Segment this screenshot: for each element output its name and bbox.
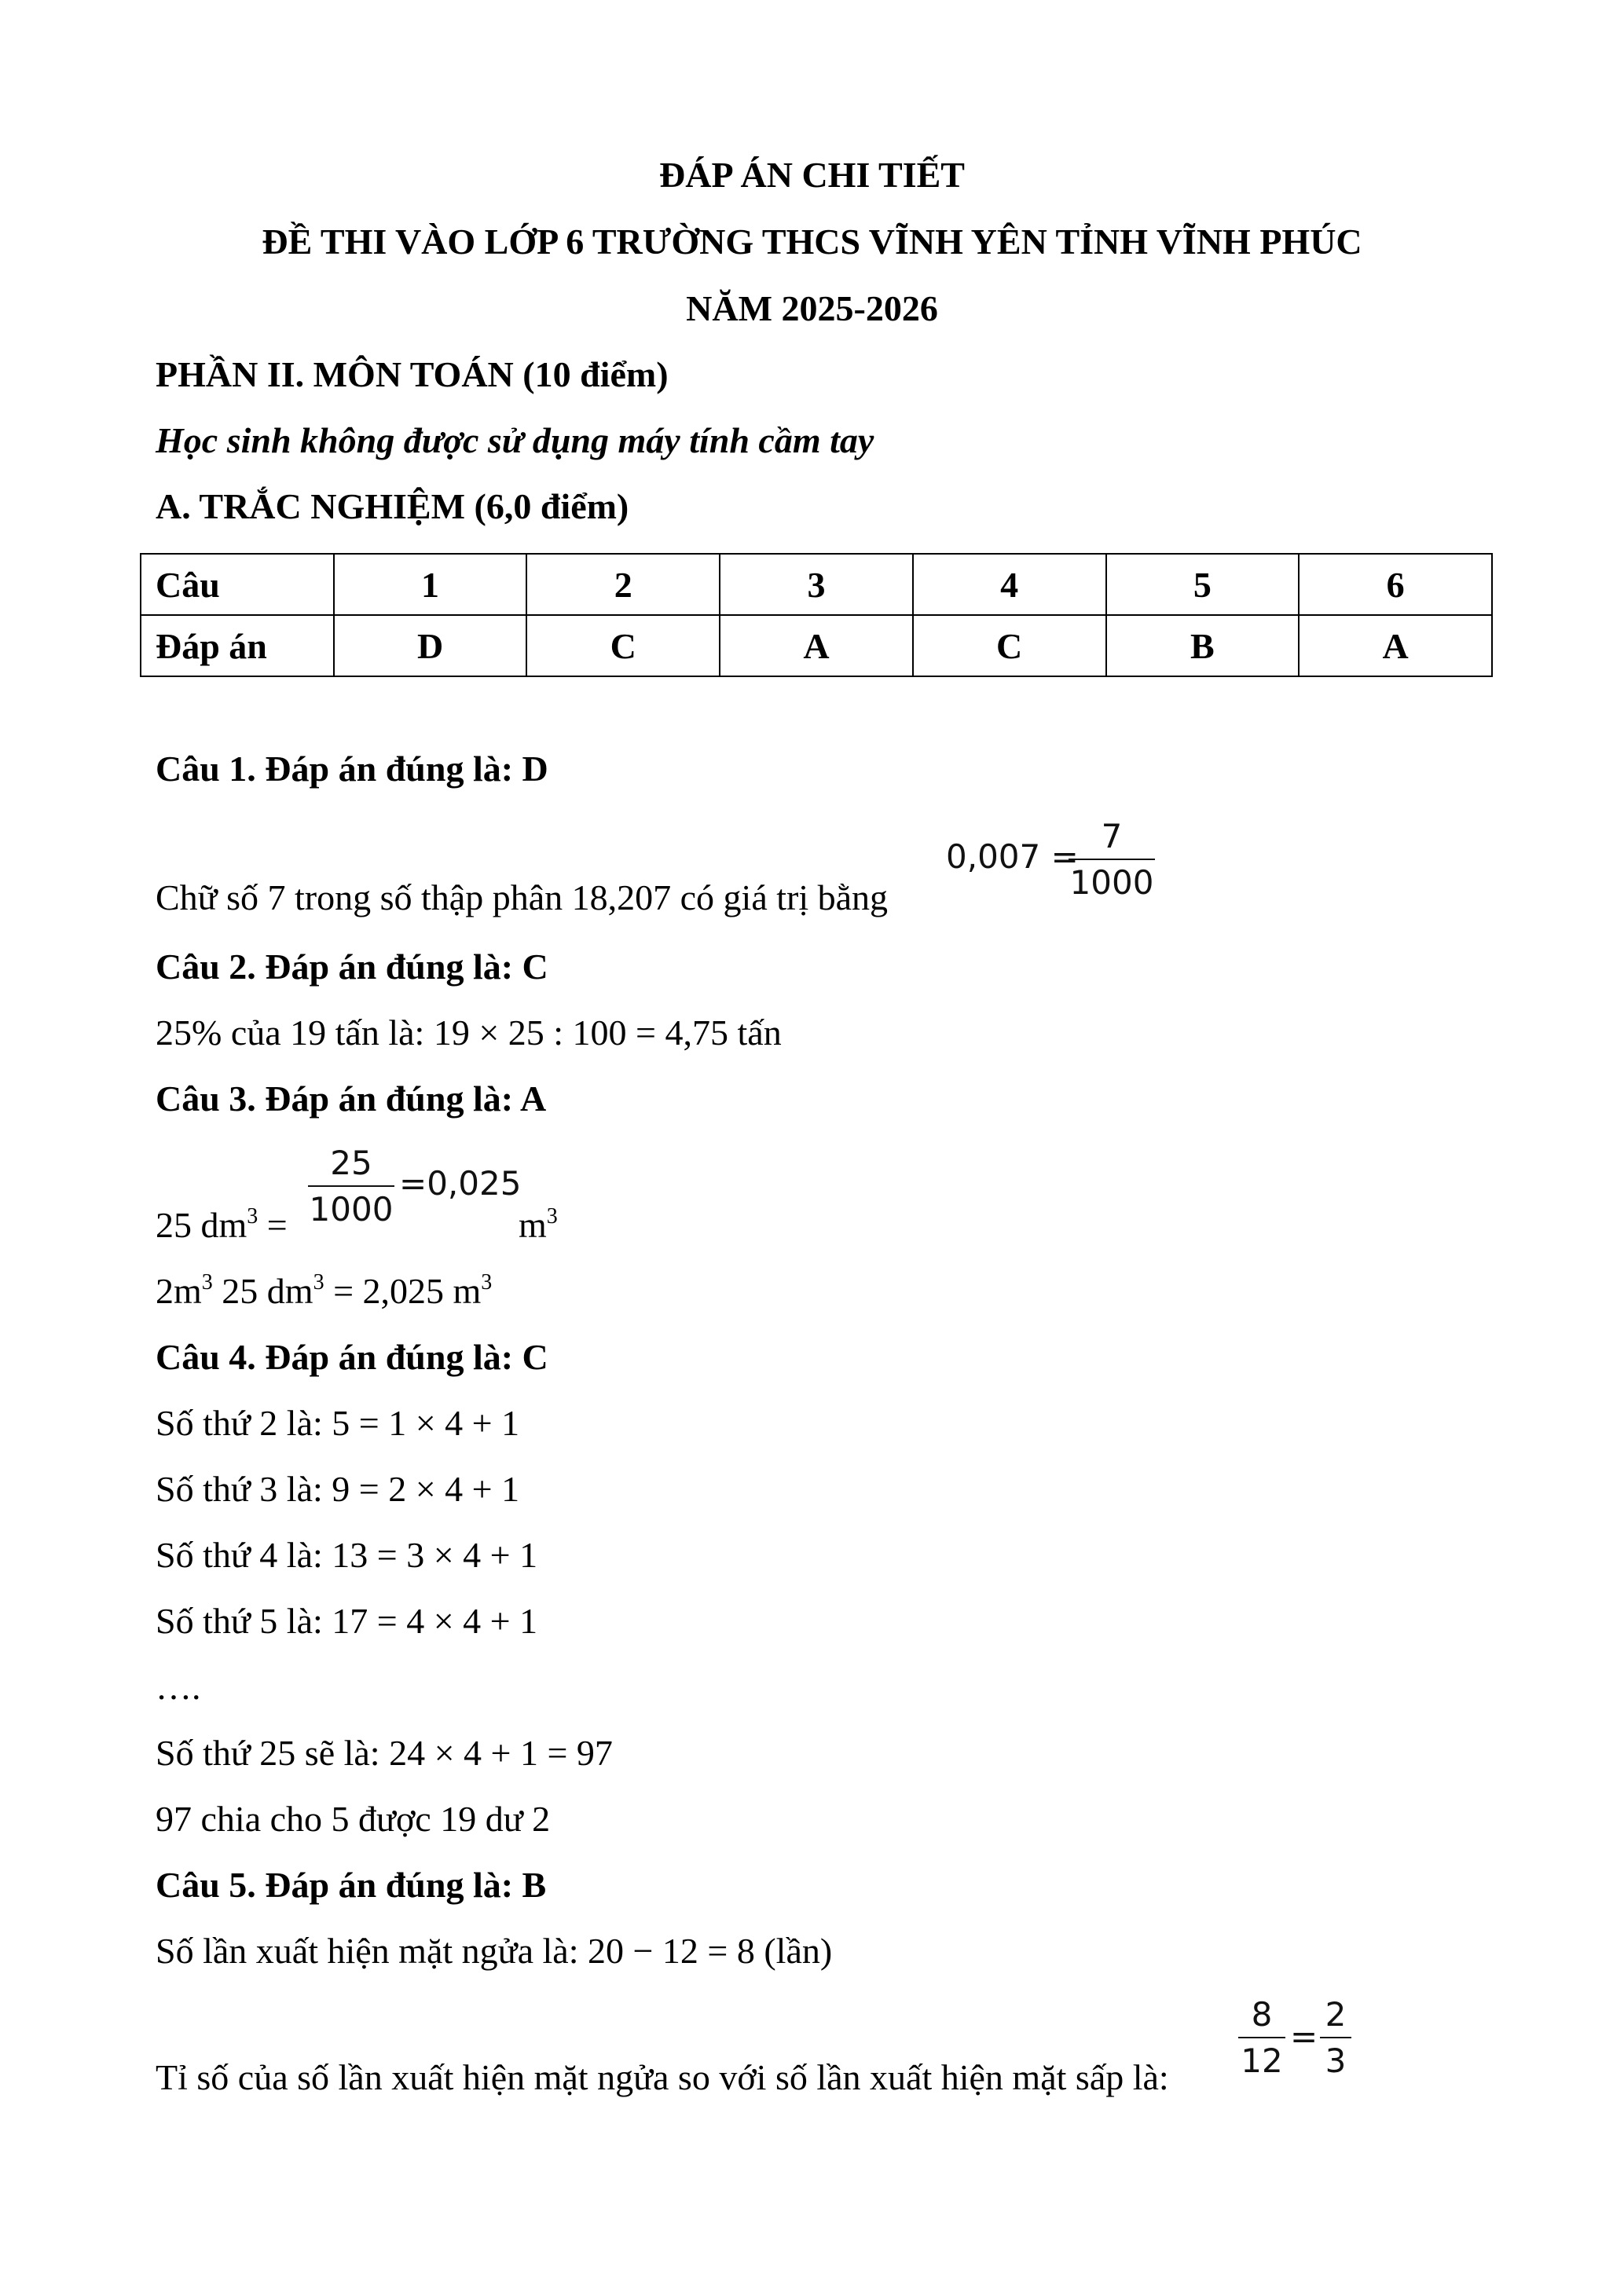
title-line-2: ĐỀ THI VÀO LỚP 6 TRƯỜNG THCS VĨNH YÊN TỈNH VĨNH PHÚC	[262, 222, 1362, 262]
table-cell-question: 3	[720, 554, 913, 615]
q1-heading: Câu 1. Đáp án đúng là: D	[156, 749, 548, 789]
q2-heading: Câu 2. Đáp án đúng là: C	[156, 947, 548, 987]
part-a-heading: A. TRẮC NGHIỆM (6,0 điểm)	[156, 486, 629, 526]
q2-text: 25% của 19 tấn là: 19 × 25 : 100 = 4,75 tấn	[156, 1013, 782, 1053]
q4-line: Số thứ 3 là: 9 = 2 × 4 + 1	[156, 1469, 520, 1509]
table-cell-answer: A	[1299, 615, 1492, 676]
q4-line: Số thứ 25 sẽ là: 24 × 4 + 1 = 97	[156, 1733, 613, 1773]
q3-fraction-denominator: 1000	[309, 1190, 394, 1229]
title-line-3: NĂM 2025-2026	[686, 288, 938, 328]
q4-line: Số thứ 4 là: 13 = 3 × 4 + 1	[156, 1535, 538, 1575]
table-row-answers	[141, 615, 1492, 676]
table-cell-answer: C	[913, 615, 1106, 676]
q5-equals: =	[1290, 2017, 1318, 2056]
q5-fraction-2	[1320, 1995, 1351, 2080]
q5-fraction-1	[1238, 1995, 1285, 2080]
q4-line: 97 chia cho 5 được 19 dư 2	[156, 1799, 551, 1839]
superscript: 3	[481, 1270, 493, 1294]
q1-math-left: 0,007 =	[946, 837, 1079, 876]
table-row-questions	[141, 554, 1492, 615]
section-note: Học sinh không được sử dụng máy tính cầm tay	[156, 420, 874, 460]
q5-fraction-1-denominator: 12	[1241, 2041, 1283, 2080]
q3-math-right: =0,025	[399, 1164, 522, 1203]
table-cell-answer: C	[526, 615, 720, 676]
table-cell-question: 2	[526, 554, 720, 615]
q3-unit-text: m	[519, 1205, 547, 1245]
table-cell-answer: B	[1106, 615, 1300, 676]
q3-line1-eq: =	[258, 1205, 288, 1245]
q1-fraction-denominator: 1000	[1069, 863, 1154, 902]
q3-line2-c: = 2,025 m	[324, 1271, 482, 1311]
q5-fraction-1-numerator: 8	[1251, 1995, 1273, 2034]
table-cell-question: 6	[1299, 554, 1492, 615]
table-header-dap-an: Đáp án	[141, 615, 334, 676]
q3-unit	[519, 1204, 558, 1246]
q4-line: ….	[156, 1667, 201, 1707]
table-header-cau: Câu	[141, 554, 334, 615]
q3-line2-a: 2m	[156, 1271, 202, 1311]
q5-fraction-2-denominator: 3	[1325, 2041, 1347, 2080]
table-cell-question: 5	[1106, 554, 1300, 615]
section-heading: PHẦN II. MÔN TOÁN (10 điểm)	[156, 354, 669, 394]
q3-fraction	[308, 1144, 394, 1229]
q1-text: Chữ số 7 trong số thập phân 18,207 có giá trị bằng	[156, 877, 889, 917]
table-cell-question: 4	[913, 554, 1106, 615]
q3-line1	[156, 1204, 288, 1246]
superscript: 3	[247, 1204, 258, 1229]
q3-line1-prefix: 25 dm	[156, 1205, 247, 1245]
table-cell-answer: D	[334, 615, 527, 676]
q3-heading: Câu 3. Đáp án đúng là: A	[156, 1078, 547, 1119]
q1-fraction-numerator: 7	[1101, 817, 1123, 855]
q4-line: Số thứ 2 là: 5 = 1 × 4 + 1	[156, 1403, 520, 1443]
superscript: 3	[201, 1270, 213, 1294]
superscript: 3	[546, 1204, 558, 1229]
q3-line2-b: 25 dm	[212, 1271, 313, 1311]
superscript: 3	[313, 1270, 324, 1294]
q5-fraction-2-numerator: 2	[1325, 1995, 1347, 2034]
q4-heading: Câu 4. Đáp án đúng là: C	[156, 1337, 548, 1377]
title-line-1: ĐÁP ÁN CHI TIẾT	[659, 155, 965, 195]
q5-heading: Câu 5. Đáp án đúng là: B	[156, 1865, 547, 1905]
q1-fraction	[1069, 817, 1155, 902]
q4-line: Số thứ 5 là: 17 = 4 × 4 + 1	[156, 1601, 538, 1641]
answer-table	[140, 553, 1493, 677]
table-cell-answer: A	[720, 615, 913, 676]
q3-fraction-numerator: 25	[330, 1144, 372, 1182]
q5-line2: Tỉ số của số lần xuất hiện mặt ngửa so với số lần xuất hiện mặt sấp là:	[156, 2057, 1169, 2097]
q5-line1: Số lần xuất hiện mặt ngửa là: 20 − 12 = 8 (lần)	[156, 1931, 833, 1971]
q3-line2	[156, 1270, 492, 1312]
table-cell-question: 1	[334, 554, 527, 615]
